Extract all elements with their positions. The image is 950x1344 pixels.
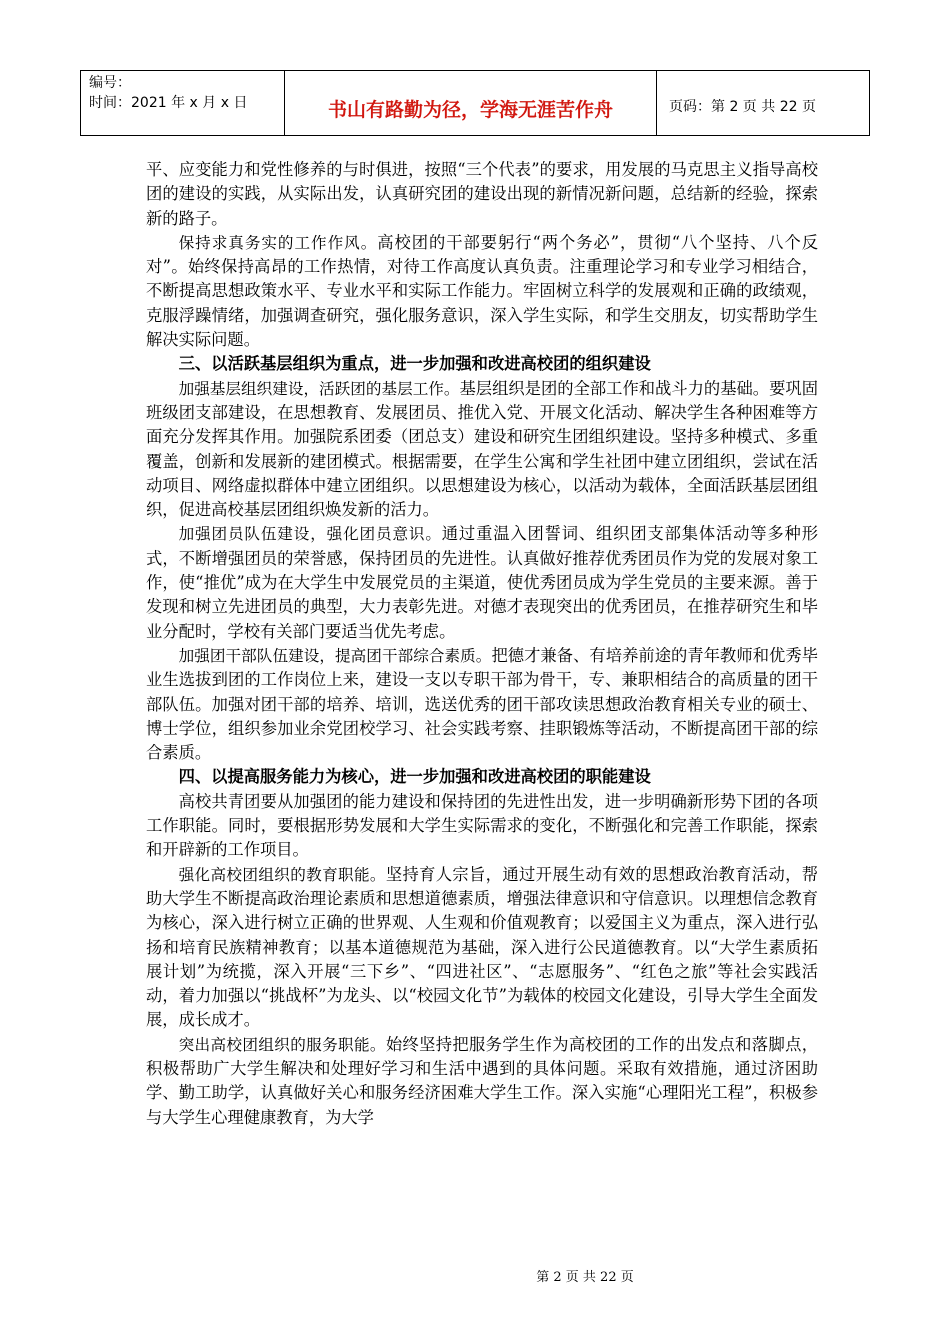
paragraph-text: 基层组织是团的全部工作和战斗力的基础。要巩固班级团支部建设，在思想教育、发展团员、推优入党、开展文化活动、解决学生各种困难等方面充分发挥其作用。加强院系团委（团总支）建设和研究生团组织建设。坚持多种模式、多重覆盖，创新和发展新的建团模式。根据需要，在学生公寓和学生社团中建立团组织，尝试在活动项目、网络虚拟群体中建立团组织。以思想建设为核心，以活动为载体，全面活跃基层团组织，促进高校基层团组织焕发新的活力。	[146, 378, 818, 520]
document-body	[146, 158, 818, 1130]
page-footer	[0, 1266, 950, 1285]
paragraph	[146, 1033, 818, 1130]
section-heading: 四、以提高服务能力为核心，进一步加强和改进高校团的职能建设	[178, 767, 651, 787]
header-motto: 书山有路勤为径，学海无涯苦作舟	[285, 71, 657, 135]
header-page-label: 页码：第 2 页 共 22 页	[669, 99, 816, 115]
paragraph: 高校共青团要从加强团的能力建设和保持团的先进性出发，进一步明确新形势下团的各项工作职能。同时，要根据形势发展和大学生实际需求的变化，不断强化和完善工作职能，探索和开辟新的工作项目。	[146, 791, 818, 860]
paragraph	[146, 644, 818, 765]
document-time-label: 时间：2021 年 x 月 x 日	[89, 95, 248, 111]
paragraph-text: 把德才兼备、有培养前途的青年教师和优秀毕业生选拔到团的工作岗位上来，建设一支以专职干部为骨干，专、兼职相结合的高质量的团干部队伍。加强对团干部的培养、培训，选送优秀的团干部攻读思想政治教育相关专业的硕士、博士学位，组织参加业余党团校学习、社会实践考察、挂职锻炼等活动，不断提高团干部的综合素质。	[146, 645, 818, 763]
paragraph-lead: 强化高校团组织的教育职能。	[178, 865, 386, 884]
header-meta	[81, 71, 285, 135]
paragraph	[146, 231, 818, 352]
footer-page-number: 第 2 页 共 22 页	[536, 1270, 634, 1285]
paragraph	[146, 522, 818, 643]
page-header	[80, 70, 870, 136]
paragraph-text: 坚持育人宗旨，通过开展生动有效的思想政治教育活动，帮助大学生不断提高政治理论素质和思想道德素质，增强法律意识和守信意识。以理想信念教育为核心，深入进行树立正确的世界观、人生观和价值观教育；以爱国主义为重点，深入进行弘扬和培育民族精神教育；以基本道德规范为基础，深入进行公民道德教育。以“大学生素质拓展计划”为统揽，深入开展“三下乡”、“四进社区”、“志愿服务”、“红色之旅”等社会实践活动，着力加强以“挑战杯”为龙头、以“校园文化节”为载体的校园文化建设，引导大学生全面发展，成长成才。	[146, 864, 818, 1030]
paragraph-lead: 保持求真务实的工作作风。	[178, 233, 378, 252]
paragraph	[146, 863, 818, 1033]
paragraph	[146, 377, 818, 523]
paragraph-text: 高校团的干部要躬行“两个务必”，贯彻“八个坚持、八个反对”。始终保持高昂的工作热情，对待工作高度认真负责。注重理论学习和专业学习相结合，不断提高思想政策水平、专业水平和实际工作能力。牢固树立科学的发展观和正确的政绩观，克服浮躁情绪，加强调查研究，强化服务意识，深入学生实际，和学生交朋友，切实帮助学生解决实际问题。	[146, 232, 818, 350]
paragraph-lead: 突出高校团组织的服务职能。	[178, 1035, 386, 1054]
paragraph: 平、应变能力和党性修养的与时俱进，按照“三个代表”的要求，用发展的马克思主义指导高校团的建设的实践，从实际出发，认真研究团的建设出现的新情况新问题，总结新的经验，探索新的路子。	[146, 160, 818, 228]
paragraph-lead: 加强基层组织建设，活跃团的基层工作。	[178, 379, 460, 398]
section-heading: 三、以活跃基层组织为重点，进一步加强和改进高校团的组织建设	[178, 354, 651, 374]
paragraph-lead: 加强团干部队伍建设，提高团干部综合素质。	[178, 646, 492, 665]
paragraph-text: 通过重温入团誓词、组织团支部集体活动等多种形式，不断增强团员的荣誉感，保持团员的先进性。认真做好推荐优秀团员作为党的发展对象工作，使“推优”成为在大学生中发展党员的主渠道，使优秀团员成为学生党员的主要来源。善于发现和树立先进团员的典型，大力表彰先进。对德才表现突出的优秀团员，在推荐研究生和毕业分配时，学校有关部门要适当优先考虑。	[146, 524, 818, 641]
paragraph-lead: 加强团员队伍建设，强化团员意识。	[178, 525, 442, 544]
paragraph-text: 始终坚持把服务学生作为高校团的工作的出发点和落脚点，积极帮助广大学生解决和处理好学习和生活中遇到的具体问题。采取有效措施，通过济困助学、勤工助学，认真做好关心和服务经济困难大学生工作。深入实施“心理阳光工程”，积极参与大学生心理健康教育，为大学	[146, 1034, 818, 1127]
document-number-label: 编号：	[89, 75, 131, 91]
